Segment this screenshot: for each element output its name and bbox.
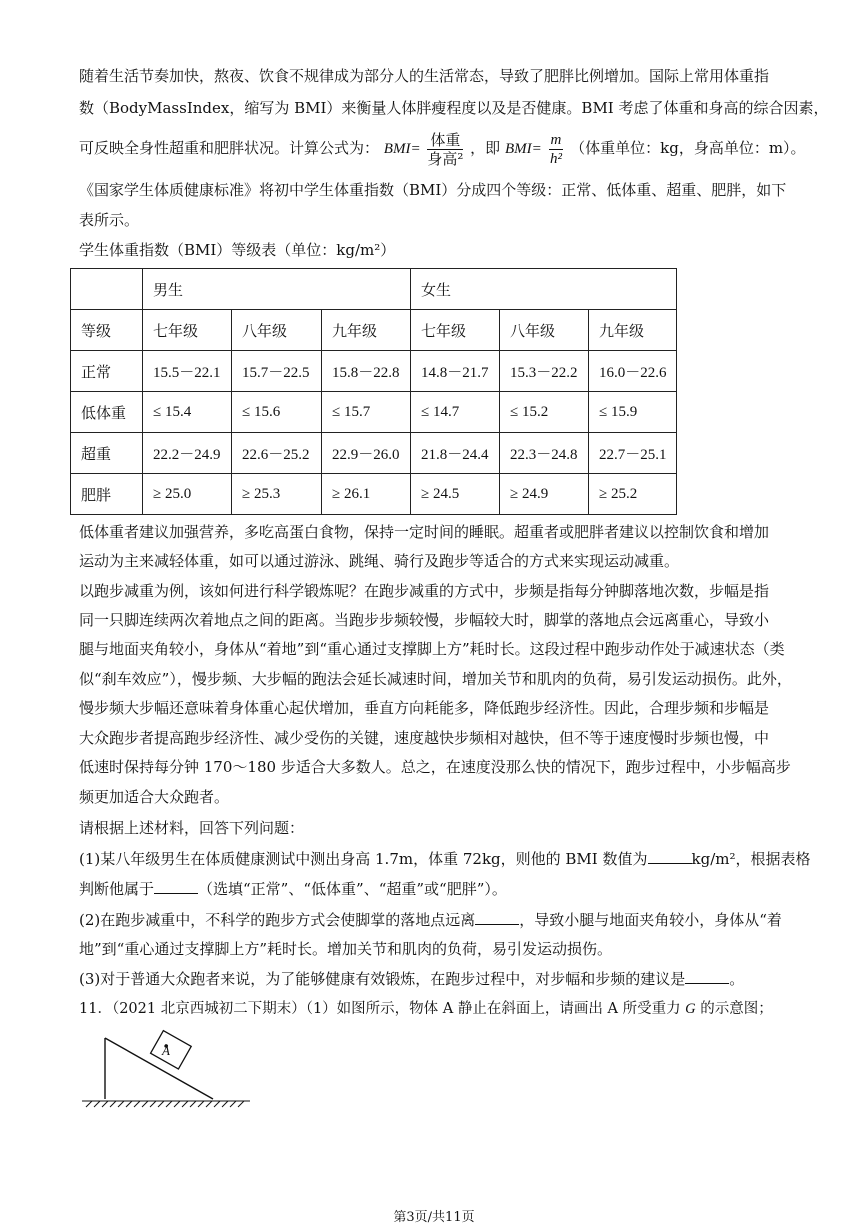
paragraph-1-line-1: 随着生活节奏加快，熬夜、饮食不规律成为部分人的生活常态，导致了肥胖比例增加。国际上常用体重指 — [79, 67, 770, 85]
table-cell: ≤ 15.2 — [500, 392, 589, 433]
table-cell: ≥ 24.5 — [411, 474, 500, 515]
question-11-text: 11．（2021 北京西城初二下期末）（1）如图所示，物体 A 静止在斜面上，请画出 A 所受重力 — [79, 1001, 686, 1017]
formula-2-fraction — [549, 131, 564, 168]
questions-prompt: 请根据上述材料，回答下列问题： — [79, 819, 305, 837]
paragraph-1-line-2: 数（BodyMassIndex，缩写为 BMI）来衡量人体胖瘦程度以及是否健康。BMI 考虑了体重和身高的综合因素， — [79, 99, 829, 117]
table-cell: ≤ 15.9 — [589, 392, 677, 433]
table-cell: ≤ 15.4 — [143, 392, 232, 433]
table-cell: ≥ 25.3 — [232, 474, 322, 515]
formula-2-denominator: h² — [549, 150, 562, 167]
answer-blank-advice[interactable] — [685, 969, 729, 984]
group-header-female: 女生 — [411, 269, 677, 310]
question-3-end: 。 — [729, 970, 745, 988]
question-1-text: (1)某八年级男生在体质健康测试中测出身高 1.7m，体重 72kg，则他的 BMI 数值为 — [79, 850, 648, 868]
table-cell: 正常 — [71, 351, 143, 392]
block-a — [151, 1031, 192, 1069]
table-cell: ≥ 24.9 — [500, 474, 589, 515]
answer-blank-bmi[interactable] — [648, 849, 692, 864]
answer-blank-landing[interactable] — [475, 910, 519, 925]
table-cell: 15.7－22.5 — [232, 351, 322, 392]
header-cell: 八年级 — [232, 310, 322, 351]
table-cell: ≤ 15.7 — [322, 392, 411, 433]
header-cell: 七年级 — [411, 310, 500, 351]
table-cell: 22.7－25.1 — [589, 433, 677, 474]
table-cell: 低体重 — [71, 392, 143, 433]
question-2-line-2: 地”到“重心通过支撑脚上方”耗时长。增加关节和肌肉的负荷，易引发运动损伤。 — [79, 940, 613, 958]
paragraph-3-line-1: 低体重者建议加强营养，多吃高蛋白食物，保持一定时间的睡眠。超重者或肥胖者建议以控制饮食和增加 — [79, 523, 770, 541]
question-11-end: 的示意图； — [695, 1001, 773, 1017]
formula-units: （体重单位：kg，身高单位：m）。 — [570, 139, 806, 157]
paragraph-1-line-3 — [79, 130, 806, 168]
bmi-grade-table — [70, 268, 677, 515]
paragraph-2-line-2: 表所示。 — [79, 211, 140, 229]
question-1-line-1 — [79, 849, 810, 869]
paragraph-2-line-1: 《国家学生体质健康标准》将初中学生体重指数（BMI）分成四个等级：正常、低体重、超重、肥胖，如下 — [79, 181, 787, 199]
page-footer: 第3页/共11页 — [393, 1210, 475, 1225]
question-2-text-2: ，导致小腿与地面夹角较小，身体从“着 — [519, 911, 782, 929]
incline-figure — [78, 1028, 258, 1118]
table-cell: 15.5－22.1 — [143, 351, 232, 392]
table-cell: ≥ 26.1 — [322, 474, 411, 515]
header-cell: 八年级 — [500, 310, 589, 351]
header-cell: 七年级 — [143, 310, 232, 351]
question-1-options: （选填“正常”、“低体重”、“超重”或“肥胖”）。 — [198, 880, 507, 898]
group-header-male: 男生 — [143, 269, 411, 310]
formula-1-numerator: 体重 — [427, 131, 463, 150]
table-cell: 21.8－24.4 — [411, 433, 500, 474]
block-a-label: A — [162, 1043, 170, 1058]
table-cell: ≤ 14.7 — [411, 392, 500, 433]
answer-blank-grade[interactable] — [154, 879, 198, 894]
question-1-line-2 — [79, 879, 507, 899]
header-cell: 九年级 — [589, 310, 677, 351]
formula-intro: 可反映全身性超重和肥胖状况。计算公式为： — [79, 139, 380, 157]
question-1-unit: kg/m²，根据表格 — [691, 850, 811, 868]
table-header-row — [71, 310, 677, 351]
paragraph-4-line-7: 低速时保持每分钟 170～180 步适合大多数人。总之，在速度没那么快的情况下，跑步过程中，小步幅高步 — [79, 758, 791, 776]
table-cell: 超重 — [71, 433, 143, 474]
formula-1-denominator: 身高² — [427, 149, 464, 168]
table-cell: ≥ 25.0 — [143, 474, 232, 515]
paragraph-4-line-3: 腿与地面夹角较小，身体从“着地”到“重心通过支撑脚上方”耗时长。这段过程中跑步动作处于减速状态（类 — [79, 640, 785, 658]
table-row — [71, 433, 677, 474]
question-3-line — [79, 969, 744, 989]
table-row — [71, 351, 677, 392]
table-cell: 15.8－22.8 — [322, 351, 411, 392]
question-2-line-1 — [79, 910, 782, 930]
header-cell: 等级 — [71, 310, 143, 351]
paragraph-3-line-2: 运动为主来减轻体重，如可以通过游泳、跳绳、骑行及跑步等适合的方式来实现运动减重。 — [79, 552, 680, 570]
formula-2-lhs: BMI= — [504, 141, 542, 157]
paragraph-4-line-8: 频更加适合大众跑者。 — [79, 788, 230, 806]
question-2-text: (2)在跑步减重中，不科学的跑步方式会使脚掌的落地点远离 — [79, 911, 476, 929]
table-cell: 16.0－22.6 — [589, 351, 677, 392]
paragraph-4-line-5: 慢步频大步幅还意味着身体重心起伏增加，垂直方向耗能多，降低跑步经济性。因此，合理步频和步幅是 — [79, 699, 770, 717]
table-cell: 22.6－25.2 — [232, 433, 322, 474]
table-caption: 学生体重指数（BMI）等级表（单位：kg/m²） — [79, 241, 396, 259]
table-cell: 肥胖 — [71, 474, 143, 515]
paragraph-4-line-6: 大众跑步者提高跑步经济性、减少受伤的关键，速度越快步频相对越快，但不等于速度慢时步频也慢，中 — [79, 729, 770, 747]
question-11-line — [79, 999, 773, 1019]
formula-connector: ，即 — [470, 139, 501, 157]
question-1-text-2: 判断他属于 — [79, 880, 155, 898]
question-3-text: (3)对于普通大众跑者来说，为了能够健康有效锻炼，在跑步过程中，对步幅和步频的建议是 — [79, 970, 686, 988]
table-cell: 22.9－26.0 — [322, 433, 411, 474]
table-row-groups — [71, 269, 677, 310]
table-row — [71, 474, 677, 515]
formula-1-lhs: BMI= — [383, 141, 421, 157]
paragraph-4-line-1: 以跑步减重为例，该如何进行科学锻炼呢？在跑步减重的方式中，步频是指每分钟脚落地次数，步幅是指 — [79, 582, 770, 600]
table-cell: 14.8－21.7 — [411, 351, 500, 392]
table-cell: ≥ 25.2 — [589, 474, 677, 515]
table-cell: 15.3－22.2 — [500, 351, 589, 392]
paragraph-4-line-4: 似“刹车效应”），慢步频、大步幅的跑法会延长减速时间，增加关节和肌肉的负荷，易引发运动损伤。此外， — [79, 670, 792, 688]
table-cell: ≤ 15.6 — [232, 392, 322, 433]
table-corner-cell — [71, 269, 143, 310]
table-cell: 22.2－24.9 — [143, 433, 232, 474]
header-cell: 九年级 — [322, 310, 411, 351]
paragraph-4-line-2: 同一只脚连续两次着地点之间的距离。当跑步步频较慢，步幅较大时，脚掌的落地点会远离重心，导致小 — [79, 611, 770, 629]
table-cell: 22.3－24.8 — [500, 433, 589, 474]
table-row — [71, 392, 677, 433]
formula-1-fraction — [427, 131, 463, 168]
ground-line — [82, 1101, 250, 1107]
formula-2-numerator: m — [550, 131, 562, 148]
gravity-symbol: G — [685, 1001, 696, 1017]
